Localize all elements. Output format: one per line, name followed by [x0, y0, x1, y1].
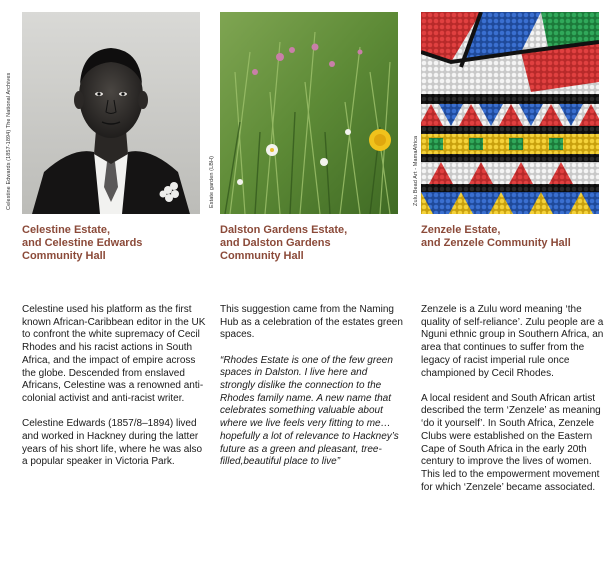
quote-paragraph: “Rhodes Estate is one of the few green spaces in Dalston. I live here and strongly dislike the connection to the Rhodes family name. A new name that celebrates something valuable about where we live feels very fitting to me… hopefully a lot of relevance to Hackney’s future as a green and pleasant, tree-filled,beautiful place to live”: [220, 354, 399, 468]
paragraph: Celestine Edwards (1857/8–1894) lived and worked in Hackney during the latter years of his short life, where he was also a popular speaker in Victoria Park.: [22, 418, 203, 468]
bead-art-photo: [421, 12, 599, 214]
body-celestine: [22, 304, 207, 481]
paragraph: A local resident and South African artist described the term ‘Zenzele’ as meaning ‘do it yourself’. In South Africa, Zenzele Clubs were established on the Eastern Cape of South Africa in the early 20th century to improve the lives of women. This led to the empowerment movement for which ‘Zenzele’ became associated.: [421, 392, 601, 493]
body-dalston-gardens: [220, 304, 405, 481]
photo-credit: Zulu Bead Art - MamaAfrica: [413, 135, 419, 206]
heading-celestine: Celestine Estate, and Celestine Edwards Community Hall: [22, 224, 143, 262]
heading-zenzele: Zenzele Estate, and Zenzele Community Hall: [421, 224, 571, 249]
paragraph: This suggestion came from the Naming Hub as a celebration of the estates green spaces.: [220, 304, 403, 341]
portrait-photo: [22, 12, 200, 214]
photo-credit: Celestine Edwards (1857-1894) The National Archives: [6, 72, 12, 210]
photo-credit: Estate garden (LBH): [209, 155, 215, 208]
garden-photo: [220, 12, 398, 214]
heading-dalston-gardens: Dalston Gardens Estate, and Dalston Gardens Community Hall: [220, 224, 348, 262]
body-zenzele: [421, 304, 606, 507]
paragraph: Zenzele is a Zulu word meaning ‘the quality of self-reliance’. Zulu people are a Nguni ethnic group in Southern Africa, an area that continues to suffer from the legacy of racist imperial rule once championed by Cecil Rhodes.: [421, 304, 604, 379]
paragraph: Celestine used his platform as the first known African-Caribbean editor in the UK to confront the white supremacy of Cecil Rhodes and his racist actions in South Africa, and the impact of empire across the globe. Descended from enslaved Africans, Celestine was a renowned anti-colonial activist and anti-racist writer.: [22, 304, 206, 404]
